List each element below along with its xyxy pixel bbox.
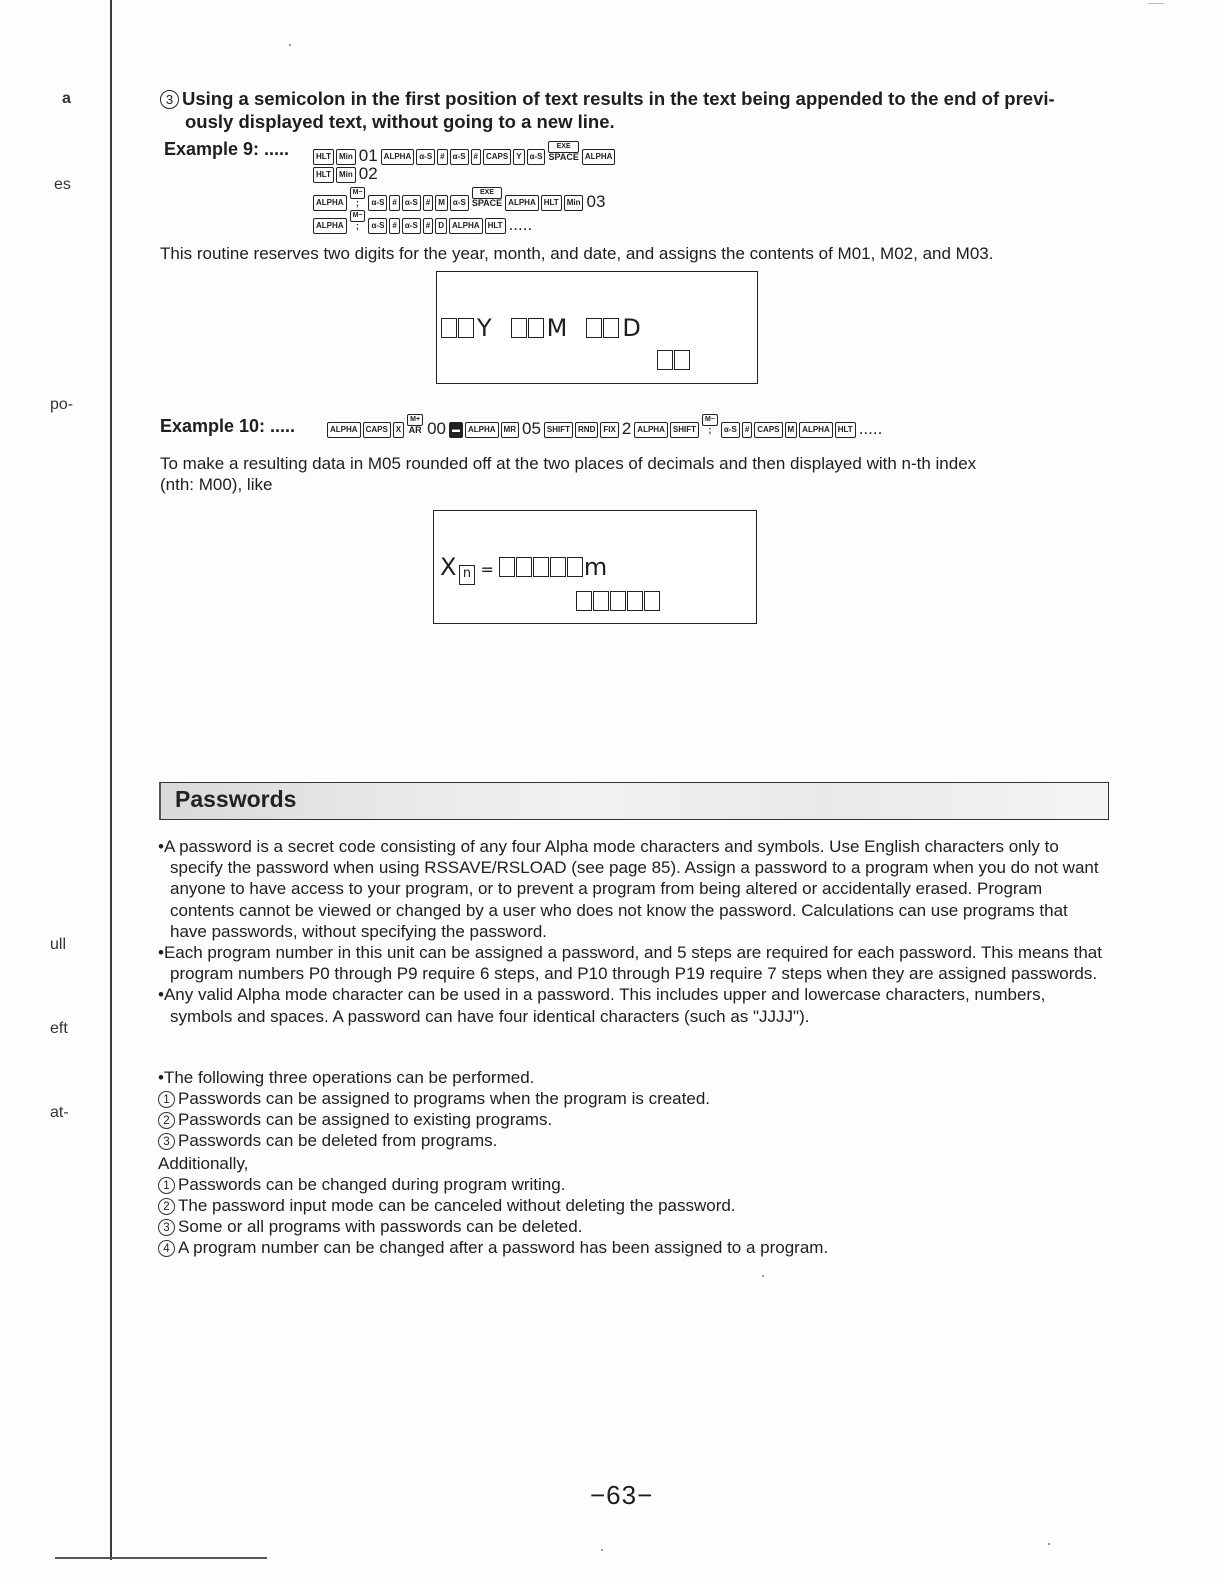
key-alpha-s: α-S [416, 149, 435, 165]
list-item-text: Passwords can be assigned to programs when the program is created. [178, 1089, 710, 1108]
key-m: M [435, 195, 448, 211]
key-x: X [393, 422, 404, 438]
lcd-line2 [657, 346, 691, 374]
key-hash: # [389, 195, 399, 211]
lcd-display-date [436, 271, 758, 384]
margin-fragment: es [54, 176, 71, 193]
key-space-label: SPACE [548, 152, 579, 162]
key-hlt: HLT [835, 422, 856, 438]
step-marker: 3 [160, 90, 179, 109]
key-alpha-s: α-S [402, 195, 421, 211]
circled-number: 2 [158, 1112, 175, 1129]
lcd-line1 [440, 553, 608, 585]
key-exe: EXE [472, 187, 502, 199]
list-item-text: Some or all programs with passwords can be deleted. [178, 1217, 583, 1236]
key-mminus-semicolon [702, 414, 718, 435]
key-hlt: HLT [313, 149, 334, 165]
operations-intro: •The following three operations can be performed. [158, 1068, 535, 1087]
key-mminus: M− [350, 210, 366, 222]
key-caps: CAPS [754, 422, 782, 438]
semicolon-note-line2: ously displayed text, without going to a new line. [185, 111, 615, 132]
list-item [158, 1088, 1108, 1109]
list-item [158, 1237, 1108, 1258]
key-mr: MR [501, 422, 519, 438]
digits: 03 [586, 192, 606, 211]
lcd-date-label: D [622, 314, 642, 342]
key-alpha: ALPHA [313, 218, 347, 234]
key-hash: # [437, 149, 447, 165]
additionally-label: Additionally, [158, 1154, 249, 1173]
key-ar-label: AR [408, 425, 422, 435]
example-9-keys-line2 [312, 164, 380, 184]
key-hash: # [423, 195, 433, 211]
circled-number: 3 [158, 1133, 175, 1150]
key-hlt: HLT [485, 218, 506, 234]
key-shift: SHIFT [670, 422, 699, 438]
key-alpha-s: α-S [402, 218, 421, 234]
binding-edge [110, 0, 112, 1560]
trailing-dots: ..... [508, 215, 533, 234]
key-rnd: RND [575, 422, 598, 438]
lcd-month-label: M [546, 314, 569, 342]
key-alpha: ALPHA [313, 195, 347, 211]
key-alpha: ALPHA [327, 422, 361, 438]
key-hash: # [423, 218, 433, 234]
key-alpha-s: α-S [527, 149, 546, 165]
key-hash: # [389, 218, 399, 234]
digits: 01 [358, 146, 378, 165]
key-alpha: ALPHA [505, 195, 539, 211]
circled-number: 1 [158, 1091, 175, 1108]
key-alpha: ALPHA [799, 422, 833, 438]
lcd-line1 [441, 314, 648, 342]
digits: 05 [522, 419, 541, 438]
example-10-label: Example 10: ..... [160, 416, 296, 436]
scan-speck [289, 44, 291, 46]
key-alpha-s: α-S [721, 422, 740, 438]
key-min: Min [564, 195, 584, 211]
key-fix: FIX [600, 422, 618, 438]
key-output-triangle: ▬ [449, 422, 463, 438]
key-alpha: ALPHA [381, 149, 415, 165]
circled-number: 3 [158, 1219, 175, 1236]
key-min: Min [336, 149, 356, 165]
example-9-keys-line1 [312, 141, 616, 166]
key-hash: # [471, 149, 481, 165]
key-m: M [785, 422, 798, 438]
margin-fragment: po- [50, 396, 74, 413]
lcd-display-nth [433, 510, 757, 624]
key-mminus: M− [702, 414, 718, 426]
lcd-year-label: Y [477, 314, 493, 342]
trailing-dots: ..... [858, 419, 883, 438]
key-mminus-semicolon [350, 187, 366, 208]
key-caps: CAPS [363, 422, 391, 438]
scan-speck [601, 1549, 603, 1551]
bottom-rule [55, 1557, 267, 1559]
section-title: Passwords [175, 786, 297, 812]
top-tick [1148, 3, 1164, 4]
key-hlt: HLT [313, 167, 334, 183]
list-item-text: The password input mode can be canceled without deleting the password. [178, 1196, 736, 1215]
list-item-text: Passwords can be assigned to existing programs. [178, 1110, 553, 1129]
key-hlt: HLT [541, 195, 562, 211]
key-exe-space [472, 187, 502, 208]
password-bullets [158, 836, 1108, 1027]
key-semicolon-label: ; [708, 425, 712, 435]
list-item-text: Passwords can be deleted from programs. [178, 1131, 498, 1150]
margin-fragment: a [62, 90, 71, 107]
key-alpha-s: α-S [450, 149, 469, 165]
list-item [158, 1109, 1108, 1130]
example-10-keys [326, 414, 884, 439]
key-alpha-s: α-S [368, 218, 387, 234]
list-item-text: Passwords can be changed during program writing. [178, 1175, 566, 1194]
margin-fragment: eft [50, 1020, 68, 1037]
page-number: −63− [590, 1480, 654, 1510]
scan-speck [762, 1275, 764, 1277]
key-exe: EXE [548, 141, 578, 153]
key-hash: # [742, 422, 752, 438]
key-semicolon-label: ; [356, 198, 360, 208]
circled-number: 4 [158, 1240, 175, 1257]
bullet-item: •A password is a secret code consisting of any four Alpha mode characters and symbols. Use English characters only to specify the password when using RSSAVE/RSLOAD (see page 85). Assign a password to a program when you do not want anyone to have access to your program, or to prevent a program from being altered or accidentally erased. Program contents cannot be viewed or changed by a user who does not know the password. Calculations can use programs that have passwords, without specifying the password. [158, 837, 1099, 941]
key-alpha-s: α-S [368, 195, 387, 211]
key-alpha: ALPHA [582, 149, 616, 165]
key-min: Min [336, 167, 356, 183]
list-item [158, 1130, 1108, 1151]
list-item [158, 1216, 1108, 1237]
margin-fragment: ull [50, 936, 67, 953]
lcd-m-label: m [583, 553, 609, 581]
bullet-item: •Any valid Alpha mode character can be used in a password. This includes upper and lowercase characters, numbers, symbols and spaces. A password can have four identical characters (such as "JJJJ"). [158, 985, 1046, 1026]
lcd-line2 [576, 587, 661, 615]
key-mminus-semicolon [350, 210, 366, 231]
example-10-description-line1: To make a resulting data in M05 rounded off at the two places of decimals and then displayed with n-th index [160, 454, 977, 473]
key-y: Y [513, 149, 524, 165]
example-10-description [160, 453, 1110, 495]
margin-fragment: at- [50, 1104, 69, 1121]
key-semicolon-label: ; [356, 221, 360, 231]
lcd-x-label: X [440, 553, 458, 581]
digits: 2 [621, 419, 632, 438]
example-9-keys-line3 [312, 187, 607, 212]
semicolon-note [160, 87, 1120, 133]
circled-number: 1 [158, 1177, 175, 1194]
key-mminus: M− [350, 187, 366, 199]
key-shift: SHIFT [544, 422, 573, 438]
key-space-label: SPACE [471, 198, 503, 208]
scan-speck [1048, 1543, 1050, 1545]
key-exe-space [548, 141, 578, 162]
key-alpha-s: α-S [450, 195, 469, 211]
section-header-passwords [159, 782, 1109, 820]
example-10-description-line2: (nth: M00), like [160, 475, 273, 494]
example-9-description: This routine reserves two digits for the year, month, and date, and assigns the contents of M01, M02, and M03. [160, 244, 994, 263]
bullet-item: •Each program number in this unit can be assigned a password, and 5 steps are required for each password. This means that program numbers P0 through P9 require 6 steps, and P10 through P19 require 7 steps when they are assigned passwords. [158, 943, 1102, 984]
list-item [158, 1195, 1108, 1216]
key-alpha: ALPHA [634, 422, 668, 438]
example-9-keys-line4 [312, 210, 534, 235]
key-alpha: ALPHA [465, 422, 499, 438]
circled-number: 2 [158, 1198, 175, 1215]
operations-list [158, 1067, 1108, 1258]
example-9-label: Example 9: ..... [164, 139, 290, 159]
semicolon-note-line1: Using a semicolon in the first position of text results in the text being appended to the end of previ- [182, 88, 1055, 109]
key-alpha: ALPHA [449, 218, 483, 234]
key-d: D [435, 218, 447, 234]
lcd-n-index: n [459, 565, 475, 585]
lcd-equals: = [480, 560, 495, 579]
list-item-text: A program number can be changed after a password has been assigned to a program. [178, 1238, 829, 1257]
key-caps: CAPS [483, 149, 511, 165]
key-mplus: M+ [407, 414, 423, 426]
digits: 00 [427, 419, 446, 438]
list-item [158, 1174, 1108, 1195]
key-mplus-ar [407, 414, 423, 435]
digits: 02 [358, 164, 378, 183]
